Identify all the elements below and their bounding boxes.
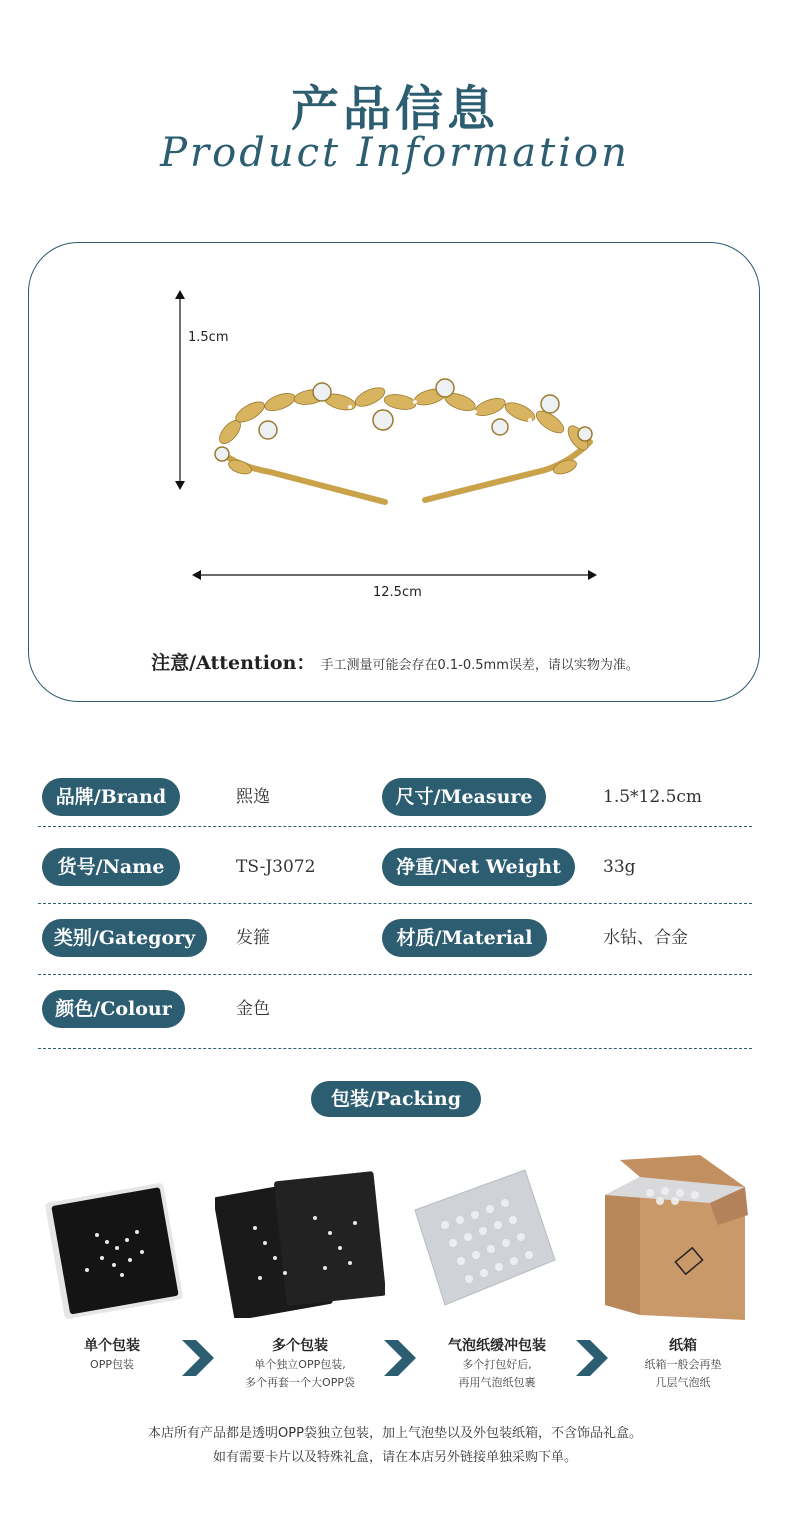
pack-step-desc: 多个打包好后,	[462, 1358, 532, 1371]
category-label: 类别/Gategory	[42, 919, 207, 957]
pack-step-4	[598, 1336, 768, 1392]
height-label: 1.5cm	[188, 330, 229, 345]
bubble-wrap-image	[405, 1165, 565, 1315]
chevron-right-icon	[384, 1340, 416, 1376]
net-weight-label: 净重/Net Weight	[382, 848, 575, 886]
spec-row	[0, 919, 790, 979]
carton-image	[600, 1155, 750, 1325]
pack-step-title: 单个包装	[84, 1338, 140, 1354]
colour-label: 颜色/Colour	[42, 990, 185, 1028]
category-value: 发箍	[236, 928, 270, 948]
attention-heading: 注意/Attention：	[151, 652, 316, 674]
divider	[38, 1048, 752, 1049]
headband-image	[200, 372, 610, 512]
attention-note	[0, 648, 790, 675]
material-value: 水钻、合金	[603, 928, 688, 948]
divider	[38, 903, 752, 904]
net-weight-value: 33g	[603, 857, 636, 877]
pack-step-desc: 纸箱一般会再垫	[644, 1358, 722, 1371]
pack-step-title: 纸箱	[669, 1338, 697, 1354]
name-label: 货号/Name	[42, 848, 180, 886]
packing-heading: 包装/Packing	[311, 1081, 481, 1117]
colour-value: 金色	[236, 999, 270, 1019]
multiple-package-image	[215, 1168, 385, 1318]
divider	[38, 974, 752, 975]
width-label: 12.5cm	[373, 585, 422, 600]
pack-step-desc: 单个独立OPP包装,	[254, 1358, 346, 1371]
material-label: 材质/Material	[382, 919, 547, 957]
spec-row	[0, 848, 790, 908]
footer-note-line-1: 本店所有产品都是透明OPP袋独立包装，加上气泡垫以及外包装纸箱，不含饰品礼盒。	[148, 1426, 642, 1441]
divider	[38, 826, 752, 827]
chevron-right-icon	[182, 1340, 214, 1376]
single-package-image	[42, 1170, 192, 1320]
pack-step-desc: 几层气泡纸	[655, 1376, 711, 1389]
measure-label: 尺寸/Measure	[382, 778, 546, 816]
page-title: 产品信息	[290, 81, 499, 137]
name-value: TS-J3072	[236, 857, 316, 877]
page-subtitle: Product Information	[160, 130, 630, 176]
spec-row	[0, 778, 790, 838]
pack-step-1	[27, 1336, 197, 1374]
pack-step-title: 气泡纸缓冲包装	[448, 1338, 546, 1354]
chevron-right-icon	[576, 1340, 608, 1376]
footer-note-line-2: 如有需要卡片以及特殊礼盒，请在本店另外链接单独采购下单。	[212, 1450, 577, 1465]
brand-label: 品牌/Brand	[42, 778, 180, 816]
pack-step-2	[215, 1336, 385, 1392]
height-arrow	[170, 290, 190, 490]
pack-step-title: 多个包装	[272, 1338, 328, 1354]
attention-text: 手工测量可能会存在0.1-0.5mm误差，请以实物为准。	[320, 658, 639, 673]
pack-step-desc: 多个再套一个大OPP袋	[245, 1376, 355, 1389]
spec-row	[0, 990, 790, 1050]
brand-value: 熙逸	[236, 787, 270, 807]
pack-step-desc: OPP包装	[90, 1358, 134, 1371]
pack-step-desc: 再用气泡纸包裹	[458, 1376, 536, 1389]
measure-value: 1.5*12.5cm	[603, 787, 703, 807]
pack-step-3	[412, 1336, 582, 1392]
width-arrow	[192, 565, 597, 585]
